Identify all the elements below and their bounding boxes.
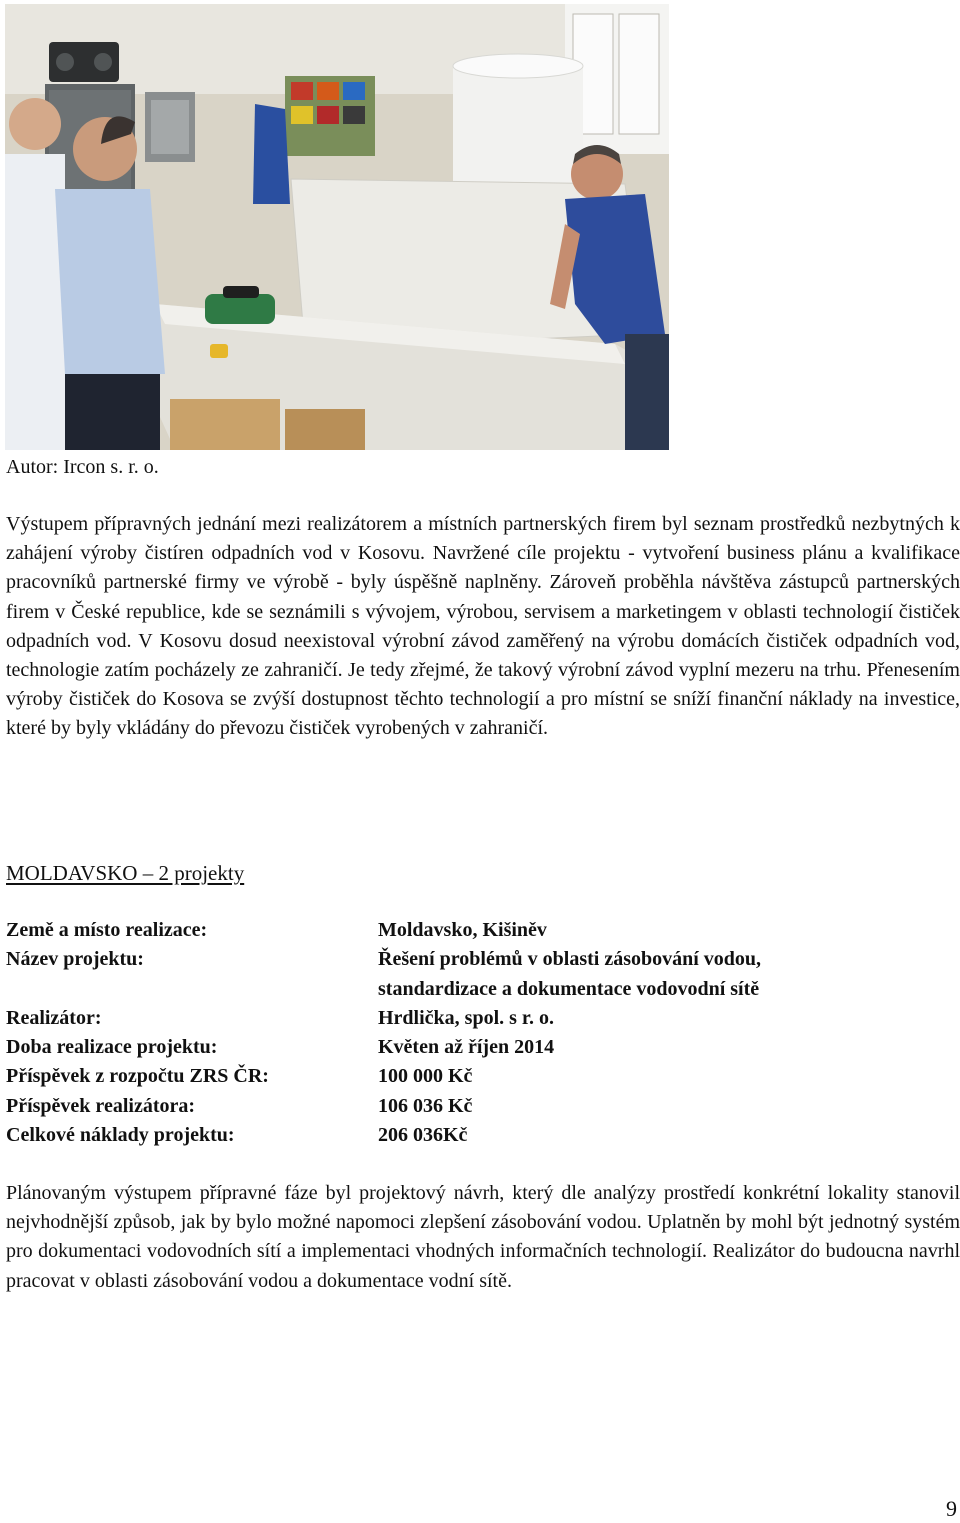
info-label: Země a místo realizace: [6, 919, 208, 941]
info-value: 206 036Kč [378, 1124, 468, 1147]
photo-caption: Autor: Ircon s. r. o. [6, 456, 159, 478]
moldova-project-paragraph: Plánovaným výstupem přípravné fáze byl projektový návrh, který dle analýzy prostředí konkrétní lokality stanovil nejvhodnější způsob, jak by bylo možné napomoci zlepšení zásobování vodou. Uplatněn by mohl být jednotný systém pro dokumentaci vodovodních sítí a implementaci vhodných informačních technologií. Realizátor do budoucna navrhl pracovat v oblasti zásobování vodou a dokumentace vodní sítě. [6, 1182, 960, 1292]
info-row-duration [6, 1033, 960, 1062]
info-value: Hrdlička, spol. s r. o. [378, 1006, 554, 1029]
info-label: Název projektu: [6, 948, 144, 971]
project-info-table [6, 916, 960, 1150]
info-value: 100 000 Kč [378, 1065, 473, 1088]
info-value: Řešení problémů v oblasti zásobování vodou, [378, 948, 762, 971]
info-label: Realizátor: [6, 1006, 102, 1029]
info-value: standardizace a dokumentace vodovodní sítě [378, 977, 760, 1000]
info-row-project-name [6, 945, 960, 974]
info-row-implementer [6, 1004, 960, 1033]
info-value: Květen až říjen 2014 [378, 1036, 555, 1059]
page-number: 9 [946, 1496, 957, 1521]
info-value: Moldavsko, Kišiněv [378, 919, 547, 941]
info-label: Příspěvek realizátora: [6, 1094, 196, 1117]
info-label: Celkové náklady projektu: [6, 1124, 235, 1147]
info-row-zrs-contribution [6, 1062, 960, 1091]
info-row-total-cost [6, 1121, 960, 1150]
info-row-country [6, 916, 960, 945]
info-value: 106 036 Kč [378, 1094, 473, 1117]
workshop-photo [5, 4, 669, 450]
info-label: Doba realizace projektu: [6, 1036, 218, 1059]
info-row-implementer-contribution [6, 1092, 960, 1121]
info-row-project-name-cont [6, 975, 960, 1004]
section-heading-moldavsko: MOLDAVSKO – 2 projekty [6, 861, 245, 885]
info-label: Příspěvek z rozpočtu ZRS ČR: [6, 1065, 269, 1088]
kosovo-project-paragraph: Výstupem přípravných jednání mezi realizátorem a místních partnerských firem byl seznam prostředků nezbytných k zahájení výroby čistíren odpadních vod v Kosovu. Navržené cíle projektu - vytvoření business plánu a kvalifikace pracovníků partnerské firmy ve výrobě - byly úspěšně naplněny. Zároveň proběhla návštěva zástupců partnerských firem v České republice, kde se seznámili s vývojem, výrobou, servisem a marketingem v oblasti technologií čističek odpadních vod. V Kosovu dosud neexistoval výrobní závod zaměřený na výrobu domácích čističek odpadních vod, technologie zatím pocházely ze zahraničí. Je tedy zřejmé, že takový výrobní závod vyplní mezeru na trhu. Přenesením výroby čističek do Kosova se zvýší dostupnost těchto technologií a pro místní se sníží finanční náklady na investice, které by byly vkládány do převozu čističek vyrobených v zahraničí. [6, 513, 960, 740]
